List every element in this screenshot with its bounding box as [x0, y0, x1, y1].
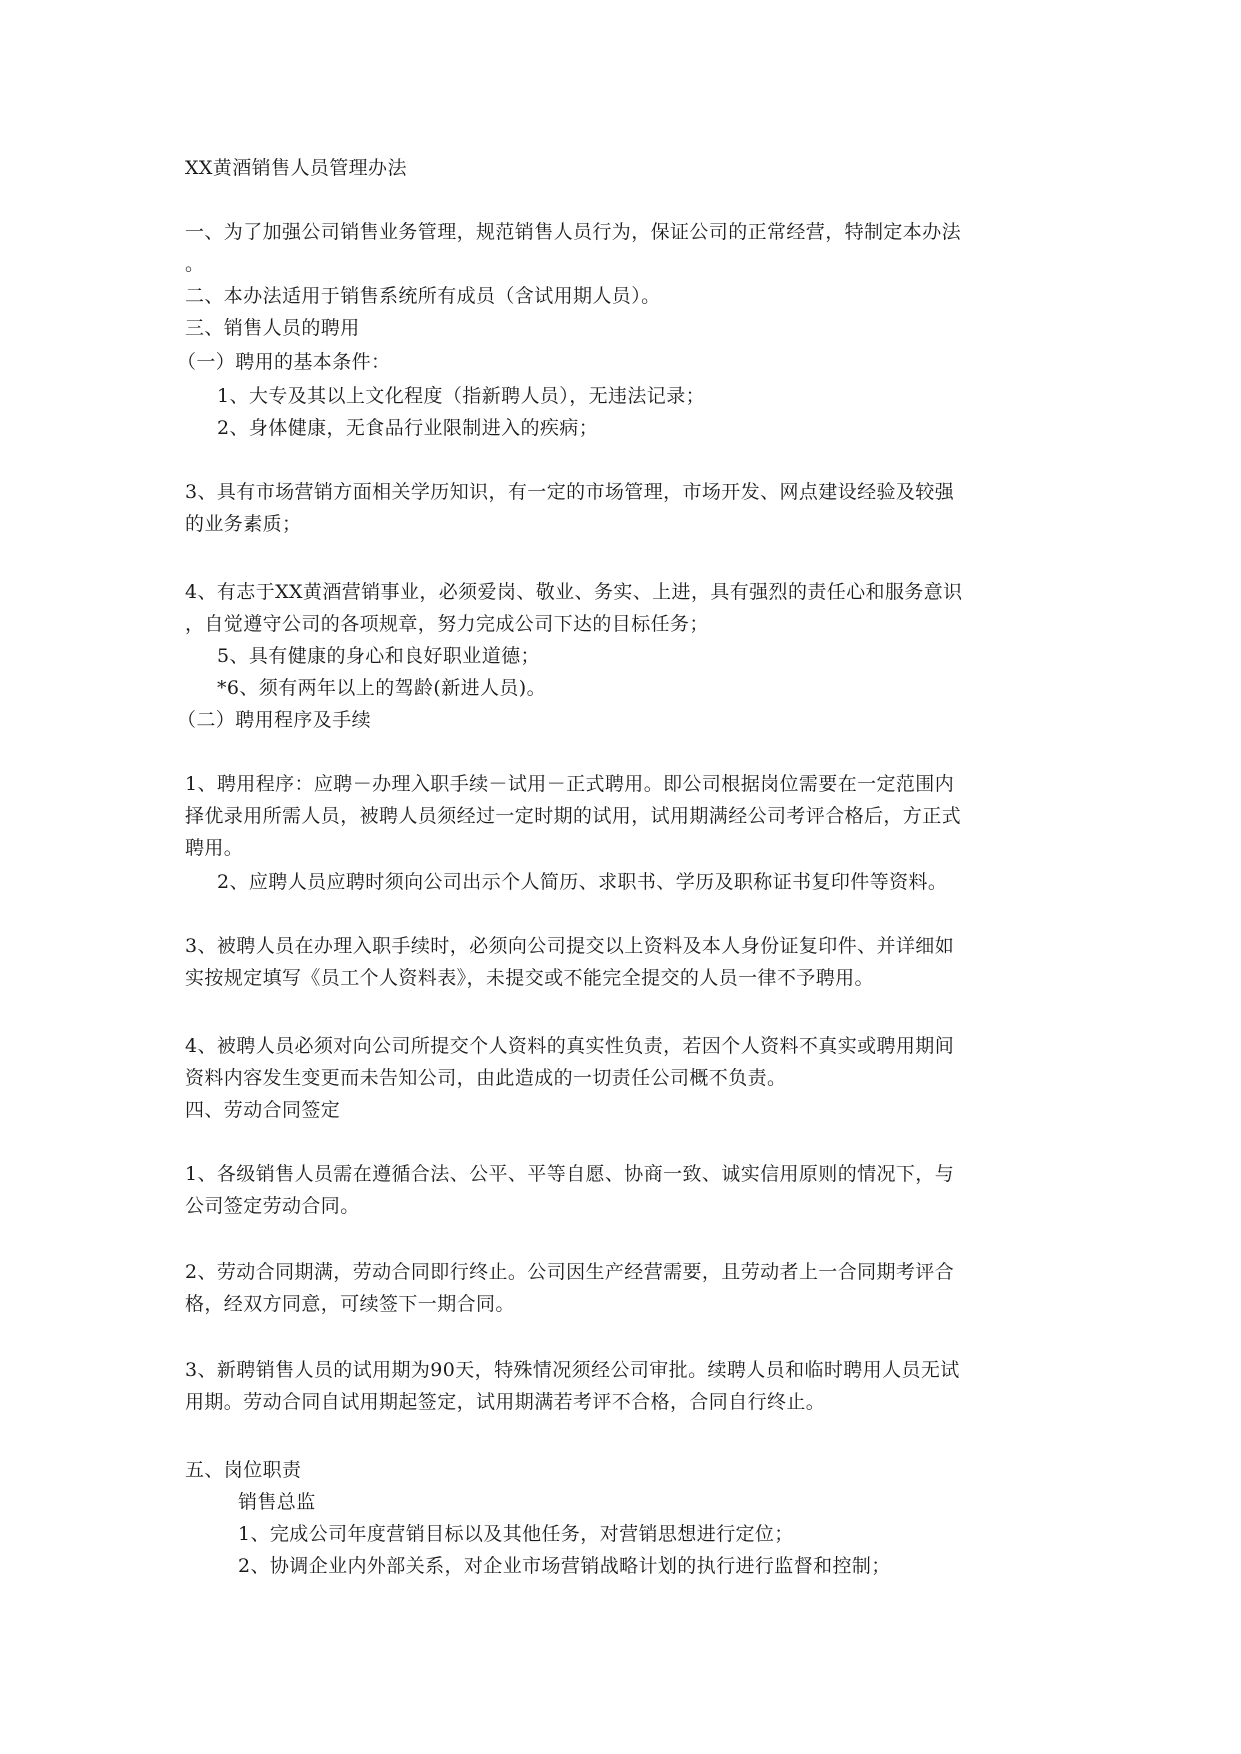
list-item: 1、完成公司年度营销目标以及其他任务，对营销思想进行定位； [238, 1523, 794, 1545]
list-item-continuation: 择优录用所需人员，被聘人员须经过一定时期的试用，试用期满经公司考评合格后，方正式 [185, 805, 962, 827]
section-heading: 三、销售人员的聘用 [185, 317, 360, 339]
list-item-continuation: ，自觉遵守公司的各项规章，努力完成公司下达的目标任务； [185, 613, 709, 635]
list-item: *6、须有两年以上的驾龄(新进人员)。 [217, 677, 547, 699]
list-item: 3、具有市场营销方面相关学历知识，有一定的市场管理，市场开发、网点建设经验及较强 [185, 481, 955, 503]
list-item: 2、身体健康，无食品行业限制进入的疾病； [217, 417, 599, 439]
list-item-continuation: 公司签定劳动合同。 [185, 1195, 360, 1217]
list-item: 2、劳动合同期满，劳动合同即行终止。公司因生产经营需要，且劳动者上一合同期考评合 [185, 1261, 955, 1283]
list-item: 1、大专及其以上文化程度（指新聘人员），无违法记录； [217, 385, 705, 407]
paragraph-line: 。 [185, 253, 205, 275]
paragraph-line: 二、本办法适用于销售系统所有成员（含试用期人员）。 [185, 285, 661, 307]
document-title: XX黄酒销售人员管理办法 [185, 157, 407, 179]
list-item-continuation: 实按规定填写《员工个人资料表》，未提交或不能完全提交的人员一律不予聘用。 [185, 967, 874, 989]
list-item: 1、各级销售人员需在遵循合法、公平、平等自愿、协商一致、诚实信用原则的情况下，与 [185, 1163, 955, 1185]
section-heading: 五、岗位职责 [185, 1459, 302, 1481]
list-item-continuation: 的业务素质； [185, 513, 302, 535]
list-item-continuation: 聘用。 [185, 837, 244, 859]
section-heading: 四、劳动合同签定 [185, 1099, 341, 1121]
paragraph-line: 一、为了加强公司销售业务管理，规范销售人员行为，保证公司的正常经营，特制定本办法 [185, 221, 962, 243]
subsection-heading: （二）聘用程序及手续 [177, 709, 372, 731]
list-item: 3、新聘销售人员的试用期为90天，特殊情况须经公司审批。续聘人员和临时聘用人员无试 [185, 1359, 960, 1381]
list-item: 5、具有健康的身心和良好职业道德； [217, 645, 540, 667]
list-item: 1、聘用程序：应聘－办理入职手续－试用－正式聘用。即公司根据岗位需要在一定范围内 [185, 773, 955, 795]
list-item: 2、协调企业内外部关系，对企业市场营销战略计划的执行进行监督和控制； [238, 1555, 891, 1577]
list-item: 4、被聘人员必须对向公司所提交个人资料的真实性负责，若因个人资料不真实或聘用期间 [185, 1035, 955, 1057]
role-heading: 销售总监 [238, 1491, 316, 1513]
list-item: 4、有志于XX黄酒营销事业，必须爱岗、敬业、务实、上进，具有强烈的责任心和服务意识 [185, 581, 963, 603]
list-item-continuation: 用期。劳动合同自试用期起签定，试用期满若考评不合格，合同自行终止。 [185, 1391, 826, 1413]
list-item: 3、被聘人员在办理入职手续时，必须向公司提交以上资料及本人身份证复印件、并详细如 [185, 935, 955, 957]
subsection-heading: （一）聘用的基本条件： [177, 351, 391, 373]
list-item-continuation: 资料内容发生变更而未告知公司，由此造成的一切责任公司概不负责。 [185, 1067, 787, 1089]
list-item-continuation: 格，经双方同意，可续签下一期合同。 [185, 1293, 515, 1315]
list-item: 2、应聘人员应聘时须向公司出示个人简历、求职书、学历及职称证书复印件等资料。 [217, 871, 948, 893]
